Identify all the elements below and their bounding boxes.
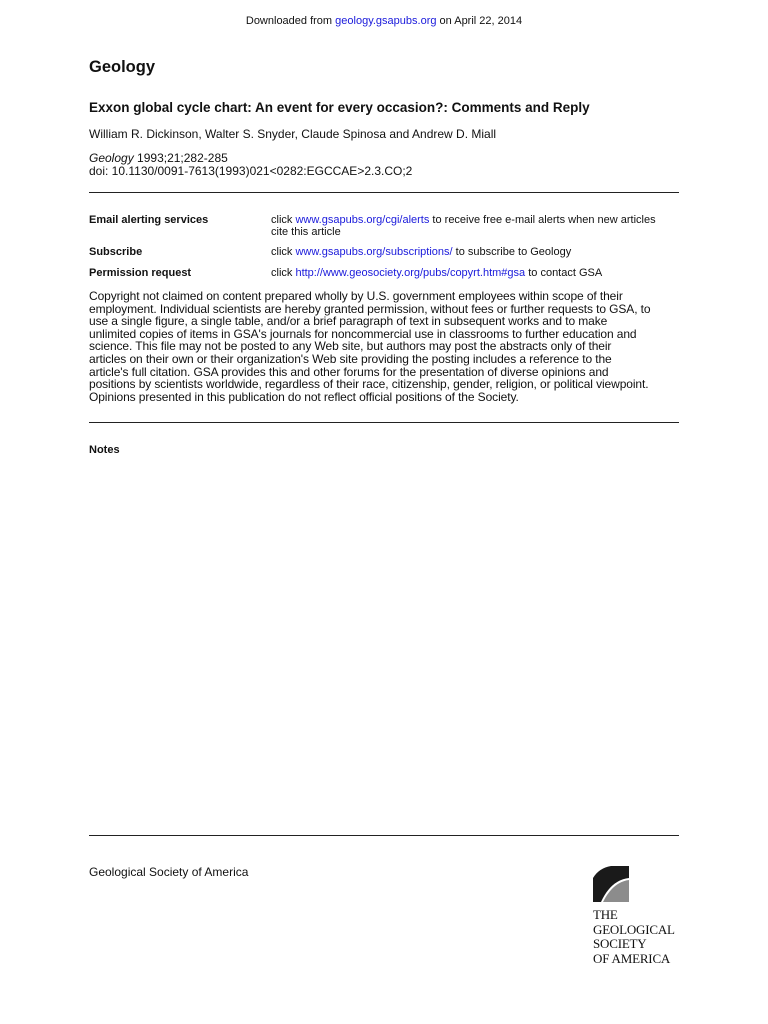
gsa-logo [593, 866, 683, 966]
download-source-link[interactable]: geology.gsapubs.org [335, 15, 437, 27]
service-label: Email alerting services [89, 214, 209, 226]
copyright-line: articles on their own or their organization's Web site providing the posting includes a reference to the [89, 351, 612, 366]
service-label: Subscribe [89, 246, 143, 258]
copyright-line: science. This file may not be posted to any Web site, but authors may post the abstracts only of their [89, 339, 612, 354]
copyright-line: article's full citation. GSA provides this and other forums for the presentation of diverse opinions and [89, 364, 609, 379]
service-value [271, 268, 681, 280]
email-alerts-link[interactable]: www.gsapubs.org/cgi/alerts [295, 214, 430, 226]
download-banner [0, 15, 768, 27]
download-prefix: Downloaded from [245, 15, 333, 27]
service-prefix: click [271, 267, 293, 279]
gsa-logo-wordmark [593, 908, 675, 966]
article-authors: William R. Dickinson, Walter S. Snyder, Claude Spinosa and Andrew D. Miall [89, 127, 497, 141]
journal-name: Geology [89, 58, 156, 76]
copyright-notice [89, 290, 681, 403]
download-date: on April 22, 2014 [439, 15, 523, 27]
service-prefix: click [271, 246, 293, 258]
citation-details: 1993;21;282-285 [137, 151, 228, 165]
permission-link[interactable]: http://www.geosociety.org/pubs/copyrt.htm#gsa [295, 267, 526, 279]
divider-middle [89, 422, 679, 423]
service-suffix: to contact GSA [528, 267, 603, 279]
service-suffix: to subscribe to Geology [455, 246, 572, 258]
logo-line: GEOLOGICAL [593, 921, 675, 937]
copyright-line: Copyright not claimed on content prepared wholly by U.S. government employees within scope of their [89, 289, 623, 303]
service-line2: cite this article [271, 225, 341, 238]
copyright-line: use a single figure, a single table, and/or a brief paragraph of text in subsequent works and to make [89, 314, 608, 329]
logo-line: THE [593, 907, 618, 922]
copyright-line: employment. Individual scientists are hereby granted permission, without fees or further requests to GSA, to [89, 301, 651, 316]
article-citation [89, 152, 412, 178]
citation-journal: Geology [89, 151, 134, 165]
divider-bottom [89, 835, 679, 836]
copyright-line: unlimited copies of items in GSA's journals for noncommercial use in classrooms to further education and [89, 326, 637, 341]
divider-top [89, 192, 679, 193]
article-doi: doi: 10.1130/0091-7613(1993)021<0282:EGCCAE>2.3.CO;2 [89, 164, 413, 178]
logo-line: OF AMERICA [593, 950, 671, 966]
subscribe-link[interactable]: www.gsapubs.org/subscriptions/ [295, 246, 453, 258]
service-prefix: click [271, 214, 293, 226]
gsa-logo-icon [593, 866, 629, 903]
article-title: Exxon global cycle chart: An event for every occasion?: Comments and Reply [89, 100, 590, 115]
copyright-line: Opinions presented in this publication do not reflect official positions of the Society. [89, 389, 519, 404]
service-value [271, 215, 681, 238]
service-label: Permission request [89, 267, 192, 279]
footer-org-name: Geological Society of America [89, 865, 249, 879]
logo-line: SOCIETY [593, 936, 647, 951]
notes-heading: Notes [89, 444, 120, 456]
service-suffix: to receive free e-mail alerts when new articles [432, 214, 656, 226]
service-value [271, 247, 681, 259]
copyright-line: positions by scientists worldwide, regardless of their race, citizenship, gender, religion, or political viewpoint. [89, 377, 649, 392]
